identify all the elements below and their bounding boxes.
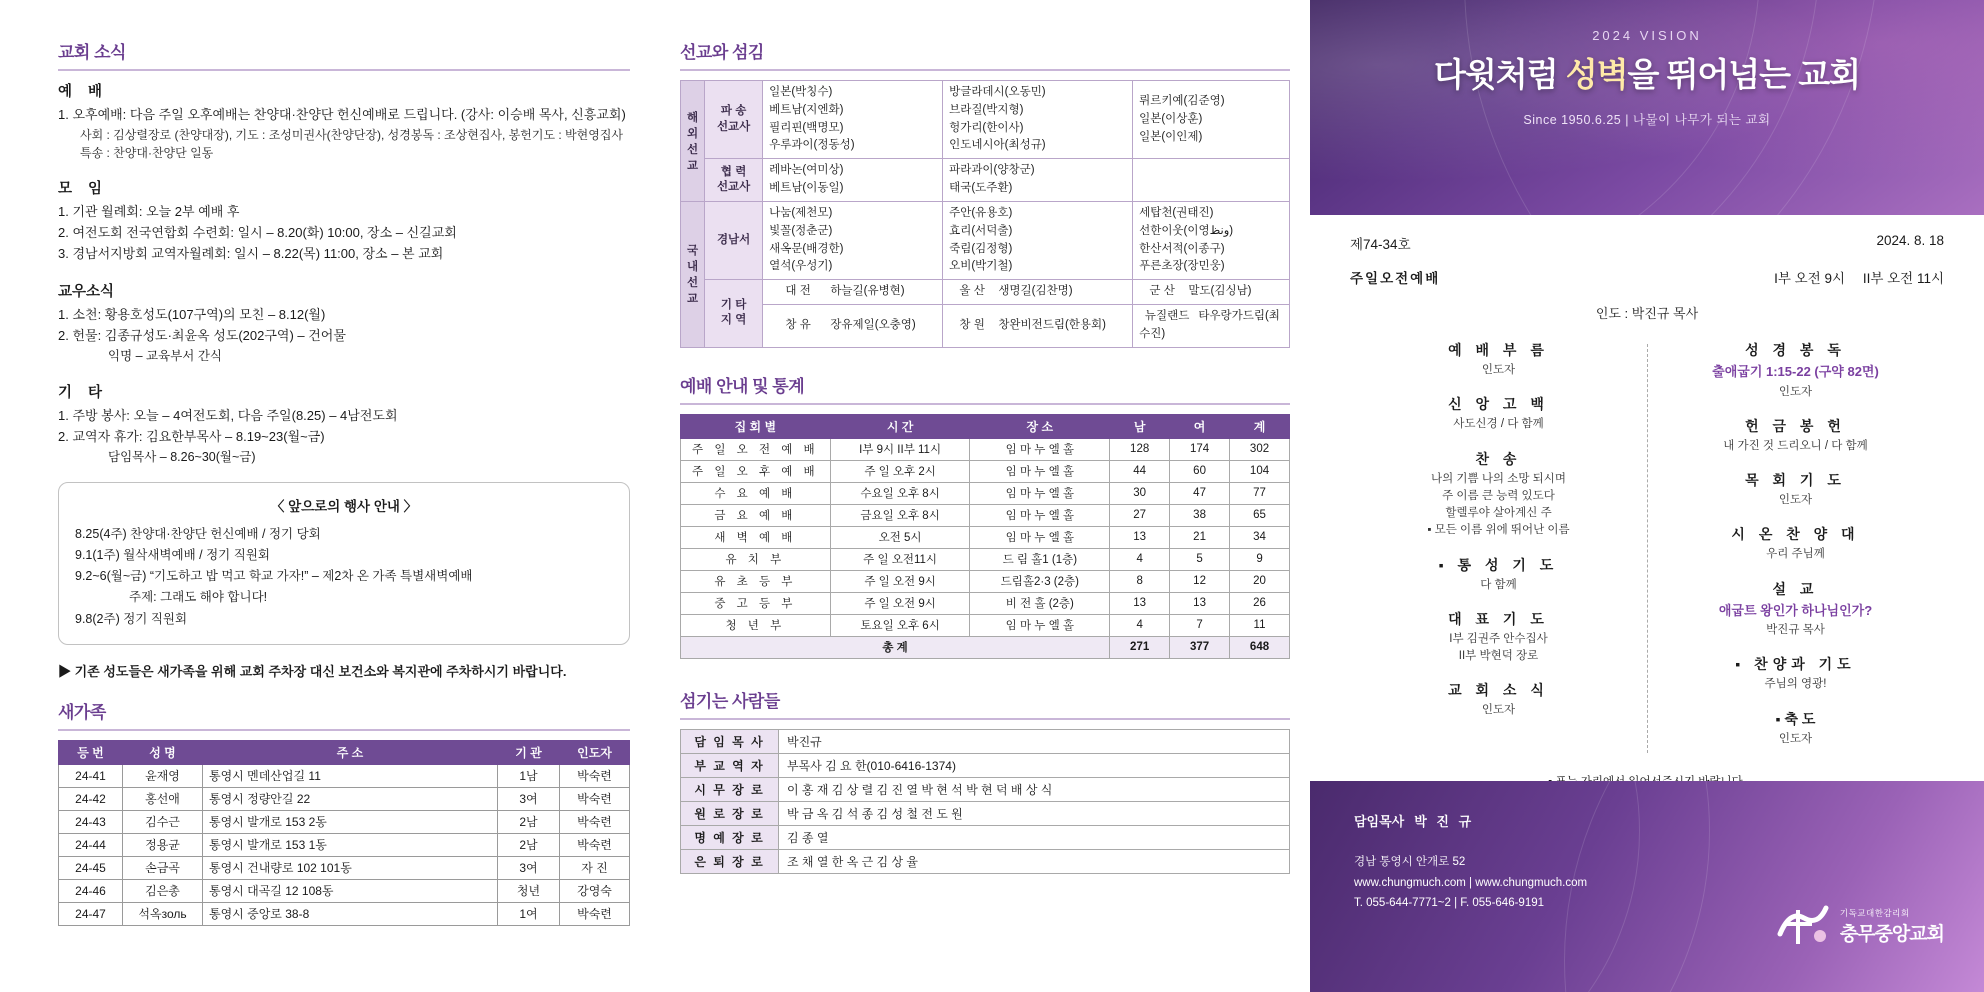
fellowship-item: 1. 소천: 황용호성도(107구역)의 모친 – 8.12(월) (58, 306, 326, 322)
mission-cell: 대 전 하늘길(유병현) (763, 280, 943, 305)
table-row (681, 548, 1290, 570)
table-cell: 새 벽 예 배 (681, 526, 831, 548)
table-cell: 박숙련 (560, 833, 630, 856)
mission-category-domestic: 국 내 선 교 (681, 201, 705, 347)
service-label: 주일오전예배 (1350, 271, 1441, 286)
vision-title (1310, 49, 1984, 96)
table-row (681, 526, 1290, 548)
total-label: 총 계 (681, 636, 1110, 658)
order-item (1657, 470, 1934, 509)
upcoming-events-box (58, 482, 630, 645)
meeting-item: 1. 기관 월례회: 오늘 2부 예배 후 (58, 204, 240, 220)
table-cell: 주 일 오전 9시 (830, 592, 970, 614)
worship-stats-table (680, 414, 1290, 659)
service-leader: 인도 : 박진규 목사 (1595, 306, 1699, 321)
order-item (1657, 654, 1934, 693)
church-logo (1776, 904, 1944, 948)
table-row (681, 482, 1290, 504)
vision-title-highlight: 성벽 (1565, 56, 1628, 93)
order-item-detail: 주님의 영광! (1764, 678, 1827, 691)
table-row (681, 614, 1290, 636)
mission-label-partner: 협 력 선교사 (705, 159, 763, 202)
table-row (681, 504, 1290, 526)
col-male: 남 (1110, 414, 1170, 438)
divider (680, 718, 1290, 720)
order-column-left (1350, 340, 1647, 763)
table-row (681, 825, 1290, 849)
table-row (681, 280, 1290, 305)
table-cell: 통영시 발개로 153 1동 (203, 833, 498, 856)
table-cell: 24-41 (59, 764, 123, 787)
table-row (59, 787, 630, 810)
order-item (1360, 680, 1637, 719)
order-item-detail: 인도자 (1481, 704, 1516, 717)
table-row (59, 879, 630, 902)
order-item-title: 교 회 소 식 (1448, 682, 1549, 699)
worship-sub: 사회 : 김상렬장로 (찬양대장), 기도 : 조성미권사(찬양단장), 성경봉독 : 조상현집사, 봉헌기도 : 박현영집사 (80, 128, 624, 143)
table-cell: 유 초 등 부 (681, 570, 831, 592)
table-cell: 손금곡 (123, 856, 203, 879)
col-total: 계 (1230, 414, 1290, 438)
etc-block (58, 381, 630, 467)
new-family-heading: 새가족 (58, 702, 106, 722)
mission-cell: 뤼르키예(김준영) 일본(이상훈) 일본(이인제) (1133, 81, 1290, 159)
order-item-title: 설 교 (1772, 580, 1819, 597)
order-item-detail: 사도신경 / 다 함께 (1453, 418, 1544, 431)
total-female: 377 (1170, 636, 1230, 658)
order-item (1360, 609, 1637, 666)
total-male: 271 (1110, 636, 1170, 658)
col-time: 시 간 (830, 414, 970, 438)
table-cell: 13 (1170, 592, 1230, 614)
etc-sub: 담임목사 – 8.26~30(월~금) (108, 449, 256, 464)
table-cell: 11 (1230, 614, 1290, 636)
divider (680, 403, 1290, 405)
table-cell: 34 (1230, 526, 1290, 548)
servants-table (680, 729, 1290, 874)
table-cell: 8 (1110, 570, 1170, 592)
order-item (1360, 394, 1637, 433)
table-cell: 강영숙 (560, 879, 630, 902)
table-cell: 김은총 (123, 879, 203, 902)
servant-names: 부목사 김 요 한(010-6416-1374) (779, 753, 1290, 777)
fellowship-block (58, 280, 630, 366)
table-cell: 자 진 (560, 856, 630, 879)
table-cell: 금 요 예 배 (681, 504, 831, 526)
issue-date: 2024. 8. 18 (1876, 233, 1944, 248)
order-item-detail-2: 박진규 목사 (1766, 624, 1825, 636)
table-row (681, 304, 1290, 347)
table-cell: 임 마 누 엘 홀 (970, 460, 1110, 482)
table-cell: 유 치 부 (681, 548, 831, 570)
order-item-detail: 나의 기쁨 나의 소망 되시며 주 이름 큰 능력 있도다 할렐루야 살아계신 주 ▪ 모든 이름 위에 뛰어난 이름 (1427, 472, 1570, 537)
order-item-title: 찬 송 (1475, 450, 1522, 467)
order-item (1657, 416, 1934, 455)
order-item (1657, 340, 1934, 401)
table-cell: 박숙련 (560, 764, 630, 787)
order-item-title: 신 앙 고 백 (1448, 396, 1549, 413)
table-cell: 128 (1110, 438, 1170, 460)
cross-logo-icon (1776, 904, 1830, 948)
mission-label-other: 기 타 지 역 (705, 280, 763, 347)
upcoming-event-line: 9.2~6(월~금) “기도하고 밥 먹고 학교 가자!” – 제2차 온 가족 특별새벽예배 (75, 569, 473, 584)
table-header-row (681, 414, 1290, 438)
table-cell: 4 (1110, 548, 1170, 570)
order-item-detail: 인도자 (1778, 494, 1813, 506)
table-cell: 정용균 (123, 833, 203, 856)
fellowship-title: 교우소식 (58, 283, 115, 300)
servant-names: 조 채 열 한 옥 근 김 상 율 (779, 849, 1290, 873)
table-row (681, 460, 1290, 482)
table-cell: 3여 (498, 787, 560, 810)
mission-cell: 세탑천(권태진) 선한이웃(이영ونظ) 한산서적(이종구) 푸른초장(장민웅) (1133, 201, 1290, 279)
worship-sub: 특송 : 찬양대·찬양단 일동 (80, 146, 214, 161)
table-cell: 드림홀2·3 (2층) (970, 570, 1110, 592)
church-news-heading: 교회 소식 (58, 43, 126, 62)
table-row (681, 159, 1290, 202)
col-place: 장 소 (970, 414, 1110, 438)
table-cell: 9 (1230, 548, 1290, 570)
cover-hero (1310, 0, 1984, 215)
table-cell: 통영시 중앙로 38-8 (203, 902, 498, 925)
table-row (681, 849, 1290, 873)
worship-item: 1. 오후예배: 다음 주일 오후예배는 찬양대·찬양단 헌신예배로 드립니다. (강사: 이승배 목사, 신흥교회) (58, 107, 626, 122)
table-cell: 수요일 오후 8시 (830, 482, 970, 504)
order-item-detail: 출애굽기 1:15-22 (구약 82면) (1712, 364, 1879, 379)
column-right-cover (1310, 0, 1984, 992)
col-guide: 인도자 (560, 740, 630, 764)
order-item-title: ▪ 통 성 기 도 (1438, 556, 1559, 573)
servants-heading: 섬기는 사람들 (680, 691, 780, 711)
table-cell: 비 전 홀 (2층) (970, 592, 1110, 614)
table-cell: 60 (1170, 460, 1230, 482)
table-cell: 302 (1230, 438, 1290, 460)
table-cell: 통영시 건내량로 102 101동 (203, 856, 498, 879)
service-time-2: II부 오전 11시 (1862, 271, 1944, 286)
column-left (0, 0, 660, 992)
cover-body (1310, 215, 1984, 781)
order-item-detail: 다 함께 (1480, 578, 1517, 591)
table-cell: 김수근 (123, 810, 203, 833)
table-cell: 12 (1170, 570, 1230, 592)
table-cell: 토요일 오후 6시 (830, 614, 970, 636)
mission-cell: 나눔(제천모) 빛꼴(정춘군) 새옥문(배경한) 열석(우성기) (763, 201, 943, 279)
table-cell: 7 (1170, 614, 1230, 636)
divider (680, 69, 1290, 71)
table-cell: 임 마 누 엘 홀 (970, 526, 1110, 548)
table-cell: 77 (1230, 482, 1290, 504)
mission-cell: 파라과이(양창군) 태국(도주환) (943, 159, 1133, 202)
table-row (681, 438, 1290, 460)
table-cell: 통영시 대곡길 12 108동 (203, 879, 498, 902)
table-cell: 2남 (498, 810, 560, 833)
table-row (681, 201, 1290, 279)
col-address: 주 소 (203, 740, 498, 764)
servant-role: 원 로 장 로 (681, 801, 779, 825)
table-cell: 1여 (498, 902, 560, 925)
mission-cell (1133, 159, 1290, 202)
mission-cell: 일본(박칭수) 베트남(지엔화) 필리핀(백명모) 우루과이(정동성) (763, 81, 943, 159)
order-item-title: ▪ 축 도 (1775, 710, 1816, 727)
order-of-worship (1350, 340, 1944, 763)
servant-role: 시 무 장 로 (681, 777, 779, 801)
meeting-item: 3. 경남서지방회 교역자월례회: 일시 – 8.22(목) 11:00, 장소 – 본 교회 (58, 246, 444, 262)
order-item-detail: I부 김권주 안수집사 II부 박현덕 장로 (1449, 632, 1548, 662)
mission-cell: 주안(유용호) 효리(서덕출) 죽림(김정형) 오비(박기철) (943, 201, 1133, 279)
divider (58, 69, 630, 71)
divider (58, 729, 630, 731)
servant-names: 김 종 열 (779, 825, 1290, 849)
table-row (681, 729, 1290, 753)
etc-item: 1. 주방 봉사: 오늘 – 4여전도회, 다음 주일(8.25) – 4남전도회 (58, 407, 398, 423)
since-line: Since 1950.6.25 | 나물이 나무가 되는 교회 (1523, 113, 1771, 127)
order-column-right (1647, 340, 1944, 763)
new-family-table (58, 740, 630, 926)
col-number: 등 번 (59, 740, 123, 764)
mission-category-overseas: 해 외 선 교 (681, 81, 705, 202)
pastor-line (1354, 811, 1944, 830)
order-item (1360, 449, 1637, 540)
upcoming-event-subline: 주제: 그래도 해야 합니다! (129, 590, 268, 605)
table-cell: 임 마 누 엘 홀 (970, 614, 1110, 636)
table-cell: 24-47 (59, 902, 123, 925)
table-cell: 박숙련 (560, 810, 630, 833)
column-middle (660, 0, 1310, 992)
table-row (681, 570, 1290, 592)
table-cell: 24-42 (59, 787, 123, 810)
order-item-title: ▪ 찬양과 기도 (1735, 656, 1856, 673)
table-row (681, 81, 1290, 159)
table-row (59, 764, 630, 787)
table-cell: 27 (1110, 504, 1170, 526)
mission-cell: 창 유 장유제일(오충영) (763, 304, 943, 347)
table-cell: 65 (1230, 504, 1290, 526)
issue-number: 제74-34호 (1350, 237, 1411, 252)
table-cell: 주 일 오전 9시 (830, 570, 970, 592)
table-cell: I부 9시 II부 11시 (830, 438, 970, 460)
table-cell: 청 년 부 (681, 614, 831, 636)
vision-year: 2024 VISION (1592, 28, 1702, 43)
mission-cell: 창 원 창완비전드림(한용회) (943, 304, 1133, 347)
col-female: 여 (1170, 414, 1230, 438)
logo-denomination: 기독교대한감리회 (1839, 907, 1910, 918)
table-cell: 21 (1170, 526, 1230, 548)
table-cell: 4 (1110, 614, 1170, 636)
order-item (1657, 709, 1934, 748)
servant-names: 박진규 (779, 729, 1290, 753)
total-sum: 648 (1230, 636, 1290, 658)
table-row (59, 810, 630, 833)
table-cell: 임 마 누 엘 홀 (970, 504, 1110, 526)
col-name: 성 명 (123, 740, 203, 764)
etc-title: 기 타 (58, 384, 109, 401)
table-cell: 13 (1110, 592, 1170, 614)
pastor-label: 담임목사 (1354, 814, 1405, 829)
mission-cell: 방글라데시(오동민) 브라질(박지형) 헝가리(한이사) 인도네시아(최성규) (943, 81, 1133, 159)
mission-heading: 선교와 섬김 (680, 43, 764, 62)
table-cell: 주 일 오전11시 (830, 548, 970, 570)
order-item (1360, 555, 1637, 594)
table-cell: 5 (1170, 548, 1230, 570)
table-header-row (59, 740, 630, 764)
service-time-1: I부 오전 9시 (1774, 271, 1846, 286)
table-cell: 수 요 예 배 (681, 482, 831, 504)
order-item-detail-2: 인도자 (1778, 385, 1813, 398)
table-row (59, 833, 630, 856)
mission-cell: 레바논(여미상) 베트남(이동일) (763, 159, 943, 202)
table-row (681, 753, 1290, 777)
table-cell: 38 (1170, 504, 1230, 526)
table-cell: 30 (1110, 482, 1170, 504)
col-assembly: 집 회 별 (681, 414, 831, 438)
table-cell: 주 일 오후 2시 (830, 460, 970, 482)
order-item (1657, 524, 1934, 563)
table-cell: 24-43 (59, 810, 123, 833)
issue-row (1350, 233, 1944, 253)
table-cell: 26 (1230, 592, 1290, 614)
table-cell: 20 (1230, 570, 1290, 592)
table-cell: 주 일 오 후 예 배 (681, 460, 831, 482)
table-cell: 통영시 정량안길 22 (203, 787, 498, 810)
order-item-title: 대 표 기 도 (1448, 610, 1549, 627)
table-cell: 석옥золь (123, 902, 203, 925)
meeting-title: 모 임 (58, 181, 109, 198)
worship-title: 예 배 (58, 84, 109, 100)
church-phone: T. 055-644-7771~2 | F. 055-646-9191 (1354, 897, 1545, 910)
vision-title-part3: 을 뛰어넘는 교회 (1627, 56, 1860, 93)
table-cell: 1남 (498, 764, 560, 787)
order-item (1360, 340, 1637, 379)
order-item-detail: 우리 주님께 (1766, 548, 1825, 561)
order-item-title: 헌 금 봉 헌 (1745, 417, 1846, 434)
fellowship-sub: 익명 – 교육부서 간식 (108, 348, 222, 363)
table-row (59, 902, 630, 925)
col-group: 기 관 (498, 740, 560, 764)
table-cell: 통영시 발개로 153 2동 (203, 810, 498, 833)
mission-label-gyeongnamseo: 경남서 (705, 201, 763, 279)
table-cell: 드 림 홀1 (1층) (970, 548, 1110, 570)
table-cell: 104 (1230, 460, 1290, 482)
order-item-detail: 애굽트 왕인가 하나님인가? (1718, 602, 1873, 618)
table-row (681, 801, 1290, 825)
worship-block (58, 80, 630, 162)
table-cell: 13 (1110, 526, 1170, 548)
cover-footer (1310, 781, 1984, 992)
upcoming-events-title: 〈 앞으로의 행사 안내 〉 (270, 498, 418, 514)
service-times (1760, 267, 1944, 287)
table-row (681, 777, 1290, 801)
mission-table (680, 80, 1290, 348)
table-cell: 임 마 누 엘 홀 (970, 438, 1110, 460)
servant-role: 명 예 장 로 (681, 825, 779, 849)
table-row (59, 856, 630, 879)
logo-church-name: 충무중앙교회 (1839, 923, 1944, 945)
order-item-detail: 인도자 (1778, 732, 1813, 745)
vision-title-part1: 다윗처럼 (1434, 56, 1566, 93)
table-cell: 2남 (498, 833, 560, 856)
table-cell: 3여 (498, 856, 560, 879)
table-cell: 47 (1170, 482, 1230, 504)
table-row (681, 592, 1290, 614)
table-cell: 중 고 등 부 (681, 592, 831, 614)
table-cell: 금요일 오후 8시 (830, 504, 970, 526)
table-cell: 윤재영 (123, 764, 203, 787)
servant-names: 이 홍 재 김 상 렬 김 진 열 박 현 석 박 현 덕 배 상 식 (779, 777, 1290, 801)
table-cell: 주 일 오 전 예 배 (681, 438, 831, 460)
pastor-name: 박 진 규 (1414, 814, 1475, 829)
stats-heading: 예배 안내 및 통계 (680, 376, 805, 396)
mission-cell: 울 산 생명길(김찬명) (943, 280, 1133, 305)
church-address: 경남 통영시 안개로 52 (1354, 856, 1466, 868)
servant-role: 담 임 목 사 (681, 729, 779, 753)
meeting-item: 2. 여전도회 전국연합회 수련회: 일시 – 8.20(화) 10:00, 장소 – 신길교회 (58, 225, 457, 241)
table-cell: 오전 5시 (830, 526, 970, 548)
parking-note: ▶ 기존 성도들은 새가족을 위해 교회 주차장 대신 보건소와 복지관에 주차하시기 바랍니다. (58, 663, 567, 679)
table-cell: 44 (1110, 460, 1170, 482)
fellowship-item: 2. 헌물: 김종규성도·최윤옥 성도(202구역) – 건어물 (58, 327, 346, 343)
etc-item: 2. 교역자 휴가: 김요한부목사 – 8.19~23(월~금) (58, 428, 325, 444)
table-cell: 임 마 누 엘 홀 (970, 482, 1110, 504)
table-cell: 청년 (498, 879, 560, 902)
church-website: www.chungmuch.com | www.chungmuch.com (1354, 876, 1588, 889)
stats-total-row (681, 636, 1290, 658)
table-cell: 24-44 (59, 833, 123, 856)
order-item-detail: 인도자 (1481, 364, 1516, 376)
table-cell: 박숙련 (560, 787, 630, 810)
order-item-title: 예 배 부 름 (1448, 342, 1549, 358)
table-cell: 통영시 멘데산업길 11 (203, 764, 498, 787)
order-item (1657, 579, 1934, 640)
table-cell: 24-46 (59, 879, 123, 902)
meeting-block (58, 177, 630, 264)
table-cell: 174 (1170, 438, 1230, 460)
order-item-title: 목 회 기 도 (1745, 472, 1846, 488)
table-cell: 박숙련 (560, 902, 630, 925)
mission-label-sent: 파 송 선교사 (705, 81, 763, 159)
order-item-title: 성 경 봉 독 (1745, 342, 1846, 358)
upcoming-event-line: 9.8(2주) 정기 직원회 (75, 611, 188, 626)
servant-role: 은 퇴 장 로 (681, 849, 779, 873)
table-cell: 24-45 (59, 856, 123, 879)
table-cell: 홍선애 (123, 787, 203, 810)
mission-cell: 뉴질랜드 타우랑가드림(최수진) (1133, 304, 1290, 347)
mission-cell: 군 산 말도(김싱남) (1133, 280, 1290, 305)
upcoming-event-line: 9.1(1주) 월삭새벽예배 / 정기 직원회 (75, 547, 270, 562)
order-item-detail: 내 가진 것 드리오니 / 다 함께 (1723, 439, 1868, 452)
service-row (1350, 267, 1944, 287)
order-item-title: 시 온 찬 양 대 (1731, 526, 1860, 543)
servant-role: 부 교 역 자 (681, 753, 779, 777)
upcoming-event-line: 8.25(4주) 찬양대·찬양단 헌신예배 / 정기 당회 (75, 526, 321, 541)
servant-names: 박 금 옥 김 석 종 김 성 철 전 도 원 (779, 801, 1290, 825)
